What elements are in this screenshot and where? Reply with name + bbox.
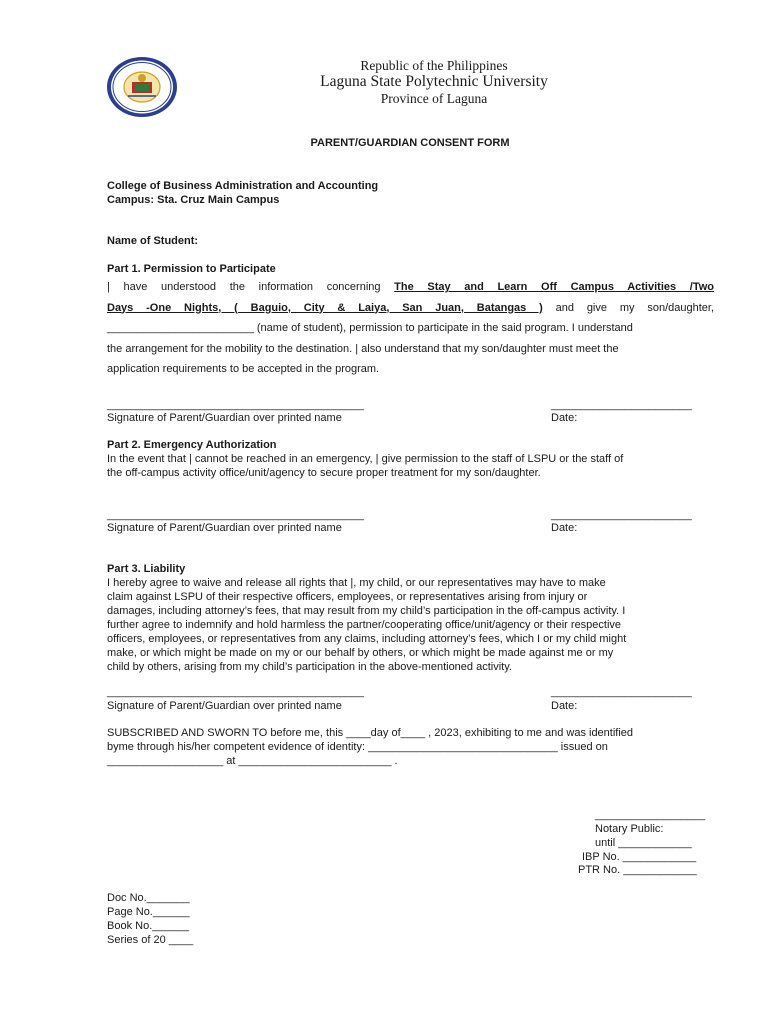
part3-line: make, or which might be made on my or our behalf by others, or which might be made against me or my (107, 647, 614, 659)
part1-heading: Part 1. Permission to Participate (107, 263, 276, 275)
part3-line: officers, employees, or representatives from any claims, including attorney’s fees, which I or my child might (107, 633, 627, 645)
sworn-line1: SUBSCRIBED AND SWORN TO before me, this ____day of____ , 2023, exhibiting to me and was identified (107, 727, 634, 739)
date-label-3: Date: (551, 700, 578, 712)
notary-public-label: Notary Public: (595, 823, 664, 835)
signature-line-3: __________________________________________ (107, 686, 364, 698)
activity-destination: Days -One Nights, ( Baguio, City & Laiya, San Juan, Batangas ) (107, 301, 543, 314)
series-no: Series of 20 ____ (107, 934, 194, 946)
signature-line-2: __________________________________________ (107, 509, 364, 521)
notary-until: until ____________ (595, 837, 692, 849)
part1-line5: application requirements to be accepted in the program. (107, 363, 380, 375)
part3-line: further agree to indemnify and hold harmless the partner/cooperating office/unit/agency or their respective (107, 619, 622, 631)
header-province: Province of Laguna (380, 91, 488, 106)
part3-line: claim against LSPU of their respective officers, employees, or representatives arising from injury or (107, 591, 588, 603)
campus-name: Campus: Sta. Cruz Main Campus (107, 194, 280, 206)
part1-line1 (107, 277, 714, 298)
part2-line1: In the event that | cannot be reached in an emergency, | give permission to the staff of LSPU or the staff of (107, 453, 624, 465)
part3-heading: Part 3. Liability (107, 563, 186, 575)
part1-line4: the arrangement for the mobility to the destination. | also understand that my son/daughter must meet the (107, 342, 619, 355)
notary-ibp: IBP No. ____________ (582, 851, 697, 863)
book-no: Book No.______ (107, 920, 189, 932)
sworn-line2: byme through his/her competent evidence of identity: _______________________________ issued on (107, 741, 608, 753)
part1-line1-text: | have understood the information concerning (107, 281, 395, 293)
header-university: Laguna State Polytechnic University (320, 73, 548, 90)
date-label-2: Date: (551, 522, 578, 534)
part3-line: damages, including attorney’s fees, that may result from my child’s participation in the off-campus activity. I (107, 605, 626, 617)
part1-line2-text: and give my son/daughter, (542, 301, 714, 314)
signature-label-3: Signature of Parent/Guardian over printed name (107, 700, 342, 712)
part3-line: child by others, arising from my child’s participation in the above-mentioned activity. (107, 661, 512, 673)
student-name-label: Name of Student: (107, 235, 199, 247)
part1-body (107, 277, 714, 380)
part1-line3: ________________________ (name of student), permission to participate in the said program. I understand (107, 322, 633, 334)
part1-line2 (107, 298, 714, 319)
activity-name: The Stay and Learn Off Campus Activities /Two (394, 281, 714, 293)
form-title: PARENT/GUARDIAN CONSENT FORM (310, 137, 510, 149)
date-line-1: _______________________ (551, 399, 692, 411)
sworn-line3: ___________________ at _________________________ . (107, 755, 398, 767)
header-republic: Republic of the Philippines (360, 58, 508, 73)
date-label-1: Date: (551, 412, 578, 424)
signature-label-1: Signature of Parent/Guardian over printed name (107, 412, 342, 424)
signature-line-1: __________________________________________ (107, 399, 364, 411)
college-name: College of Business Administration and Accounting (107, 180, 379, 192)
date-line-3: _______________________ (551, 686, 692, 698)
notary-signature-line: __________________ (595, 809, 706, 821)
notary-ptr: PTR No. ____________ (578, 864, 697, 876)
page-no: Page No.______ (107, 906, 190, 918)
part3-line: I hereby agree to waive and release all rights that |, my child, or our representatives may have to make (107, 577, 606, 589)
part2-line2: the off-campus activity office/unit/agency to secure proper treatment for my son/daughter. (107, 467, 541, 479)
date-line-2: _______________________ (551, 509, 692, 521)
part2-heading: Part 2. Emergency Authorization (107, 439, 277, 451)
doc-no: Doc No._______ (107, 892, 190, 904)
signature-label-2: Signature of Parent/Guardian over printed name (107, 522, 342, 534)
